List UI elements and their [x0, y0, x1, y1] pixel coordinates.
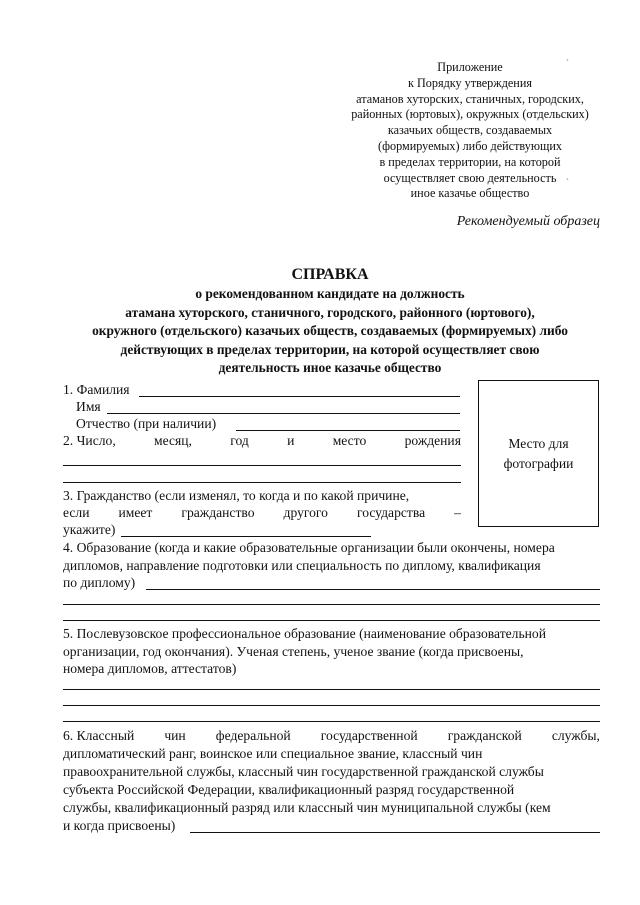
- birth-word: место: [332, 433, 367, 448]
- appendix-line: осуществляет свою деятельность: [383, 170, 557, 185]
- citizenship-label-row: [63, 505, 461, 521]
- citizenship-word: –: [454, 505, 461, 520]
- patronymic-label: Отчество (при наличии): [76, 416, 217, 431]
- appendix-line: Приложение: [437, 60, 503, 74]
- citizenship-word: гражданство: [181, 505, 255, 520]
- photo-label-line: Место для: [508, 435, 569, 451]
- birth-field-line[interactable]: [63, 465, 461, 466]
- scan-speck: ˋ: [566, 177, 569, 187]
- citizenship-field-line[interactable]: [121, 536, 371, 537]
- education-label-end: по диплому): [63, 575, 136, 590]
- postgrad-field-line-3[interactable]: [63, 721, 600, 722]
- rank-word: 6. Классный: [63, 728, 135, 743]
- education-field-line-3[interactable]: [63, 620, 600, 621]
- citizenship-label-end: укажите): [63, 522, 116, 537]
- citizenship-label: 3. Гражданство (если изменял, то когда и по какой причине,: [63, 488, 410, 503]
- rank-word: государственной: [320, 728, 418, 743]
- birth-word: 2. Число,: [63, 433, 116, 448]
- education-field-line[interactable]: [146, 589, 600, 590]
- photo-placeholder: [478, 380, 599, 527]
- rank-label: субъекта Российской Федерации, квалификационный разряд государственной: [63, 782, 515, 797]
- education-label: дипломов, направление подготовки или специальность по диплому, квалификация: [63, 558, 541, 573]
- postgrad-field-line[interactable]: [63, 689, 600, 690]
- title-main: СПРАВКА: [291, 266, 369, 283]
- postgrad-label-end: номера дипломов, аттестатов): [63, 661, 237, 676]
- postgrad-label: организации, год окончания). Ученая степень, ученое звание (когда присвоены,: [63, 644, 524, 659]
- appendix-line: к Порядку утверждения: [408, 75, 532, 90]
- citizenship-word: если: [63, 505, 90, 520]
- rank-field-line[interactable]: [190, 832, 600, 833]
- birth-word: рождения: [404, 433, 461, 448]
- birth-word: год: [230, 433, 249, 448]
- rank-word: федеральной: [215, 728, 291, 743]
- rank-label: правоохранительной службы, классный чин государственной гражданской службы: [63, 764, 544, 779]
- sample-label: Рекомендуемый образец: [456, 214, 600, 229]
- citizenship-word: другого: [283, 505, 328, 520]
- rank-word: чин: [164, 728, 186, 743]
- appendix-line: атаманов хуторских, станичных, городских,: [356, 91, 584, 106]
- rank-label-end: и когда присвоены): [63, 818, 176, 833]
- appendix-line: в пределах территории, на которой: [379, 154, 561, 169]
- appendix-line: районных (юртовых), окружных (отдельских): [351, 107, 589, 122]
- title-line: о рекомендованном кандидате на должность: [195, 286, 465, 301]
- education-label: 4. Образование (когда и какие образовательные организации были окончены, номера: [63, 540, 555, 555]
- education-field-line-2[interactable]: [63, 604, 600, 605]
- birth-word: месяц,: [154, 433, 192, 448]
- appendix-line: иное казачье общество: [410, 186, 530, 201]
- document-title: [58, 265, 602, 378]
- name-label: Имя: [76, 399, 101, 414]
- postgrad-field-line-2[interactable]: [63, 705, 600, 706]
- appendix-line: казачьих обществ, создаваемых: [387, 123, 553, 138]
- title-line: действующих в пределах территории, на которой осуществляет свою: [120, 341, 540, 357]
- appendix-header: [340, 60, 600, 202]
- title-line: атамана хуторского, станичного, городского, районного (юртового),: [125, 304, 535, 320]
- citizenship-word: имеет: [118, 505, 153, 520]
- surname-field-line[interactable]: [139, 396, 460, 397]
- rank-word: гражданской: [447, 728, 522, 743]
- patronymic-field-line[interactable]: [236, 430, 460, 431]
- name-field-line[interactable]: [107, 413, 460, 414]
- surname-label: 1. Фамилия: [63, 382, 130, 397]
- title-line: деятельность иное казачье общество: [218, 360, 442, 376]
- photo-label-line: фотографии: [503, 455, 574, 471]
- title-line: окружного (отдельского) казачьих обществ, создаваемых (формируемых) либо: [92, 323, 568, 339]
- rank-label-row: [63, 728, 600, 744]
- citizenship-word: государства: [356, 505, 426, 520]
- birth-word: и: [287, 433, 295, 448]
- birth-field-line-2[interactable]: [63, 482, 461, 483]
- rank-label: службы, квалификационный разряд или классный чин муниципальной службы (кем: [63, 800, 551, 815]
- rank-label: дипломатический ранг, воинское или специальное звание, классный чин: [63, 746, 483, 761]
- birth-label-row: [63, 433, 461, 449]
- postgrad-label: 5. Послевузовское профессиональное образование (наименование образовательной: [63, 626, 546, 641]
- rank-word: службы,: [551, 728, 600, 743]
- appendix-line: (формируемых) либо действующих: [378, 138, 562, 153]
- scan-speck: ˋ: [566, 58, 569, 68]
